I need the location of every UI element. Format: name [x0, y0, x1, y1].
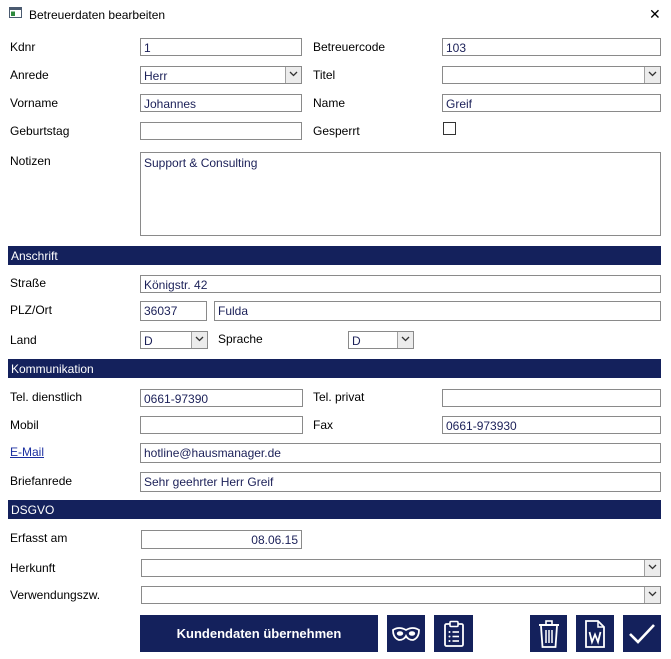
- kundendaten-uebernehmen-button[interactable]: [140, 615, 378, 652]
- anrede-select[interactable]: [140, 66, 302, 84]
- chevron-down-icon[interactable]: [285, 67, 301, 83]
- plzort-label: PLZ/Ort: [10, 303, 53, 317]
- email-input[interactable]: hotline@hausmanager.de: [140, 443, 661, 463]
- vorname-input[interactable]: Johannes: [140, 94, 302, 112]
- clipboard-button[interactable]: [434, 615, 473, 652]
- land-select[interactable]: [140, 331, 208, 349]
- chevron-down-icon[interactable]: [644, 67, 660, 83]
- ort-input[interactable]: Fulda: [214, 301, 661, 321]
- sprache-select[interactable]: [348, 331, 414, 349]
- window-title: Betreuerdaten bearbeiten: [29, 8, 166, 22]
- strasse-input[interactable]: Königstr. 42: [140, 275, 661, 293]
- kundendaten-uebernehmen-label: Kundendaten übernehmen: [176, 626, 342, 641]
- betreuercode-label: Betreuercode: [313, 40, 386, 54]
- land-value: D: [144, 334, 153, 348]
- dsgvo-section-header: DSGVO: [8, 500, 661, 519]
- geburtstag-label: Geburtstag: [10, 124, 70, 138]
- word-document-icon: [583, 619, 607, 649]
- gesperrt-label: Gesperrt: [313, 124, 360, 138]
- trash-icon: [537, 619, 561, 649]
- briefanrede-input[interactable]: Sehr geehrter Herr Greif: [140, 472, 661, 492]
- herkunft-label: Herkunft: [10, 561, 56, 575]
- chevron-down-icon[interactable]: [397, 332, 413, 348]
- strasse-label: Straße: [10, 276, 47, 290]
- chevron-down-icon[interactable]: [644, 560, 660, 576]
- kommunikation-section-header: Kommunikation: [8, 359, 661, 378]
- fax-input[interactable]: 0661-973930: [442, 416, 661, 434]
- anrede-label: Anrede: [10, 68, 49, 82]
- kdnr-input[interactable]: 1: [140, 38, 302, 56]
- mask-icon: [391, 625, 421, 643]
- mobil-label: Mobil: [10, 418, 39, 432]
- verwendungszweck-label: Verwendungszw.: [10, 588, 101, 602]
- name-label: Name: [313, 96, 346, 110]
- close-icon[interactable]: ✕: [649, 6, 661, 22]
- app-window-icon: [9, 7, 22, 18]
- plz-input[interactable]: 36037: [140, 301, 207, 321]
- vorname-label: Vorname: [10, 96, 59, 110]
- name-input[interactable]: Greif: [442, 94, 661, 112]
- titel-label: Titel: [313, 68, 336, 82]
- delete-button[interactable]: [530, 615, 567, 652]
- sprache-value: D: [352, 334, 361, 348]
- tel-dienstlich-input[interactable]: 0661-97390: [140, 389, 303, 407]
- email-link[interactable]: E-Mail: [10, 445, 45, 459]
- tel-dienstlich-label: Tel. dienstlich: [10, 390, 83, 404]
- betreuercode-input[interactable]: 103: [442, 38, 661, 56]
- kdnr-label: Kdnr: [10, 40, 36, 54]
- confirm-button[interactable]: [623, 615, 661, 652]
- briefanrede-label: Briefanrede: [10, 474, 73, 488]
- tel-privat-input[interactable]: [442, 389, 661, 407]
- chevron-down-icon[interactable]: [191, 332, 207, 348]
- land-label: Land: [10, 333, 37, 347]
- herkunft-select[interactable]: [141, 559, 661, 577]
- title-bar: [0, 0, 671, 28]
- fax-label: Fax: [313, 418, 334, 432]
- notizen-textarea[interactable]: Support & Consulting: [140, 152, 661, 236]
- clipboard-icon: [443, 620, 465, 648]
- tel-privat-label: Tel. privat: [313, 390, 365, 404]
- checkmark-icon: [627, 622, 657, 646]
- anschrift-section-header: Anschrift: [8, 246, 661, 265]
- sprache-label: Sprache: [218, 332, 263, 346]
- erfasst-am-label: Erfasst am: [10, 531, 68, 545]
- mobil-input[interactable]: [140, 416, 303, 434]
- verwendungszweck-select[interactable]: [141, 586, 661, 604]
- gesperrt-checkbox[interactable]: [443, 122, 456, 135]
- chevron-down-icon[interactable]: [644, 587, 660, 603]
- word-export-button[interactable]: [576, 615, 614, 652]
- titel-select[interactable]: [442, 66, 661, 84]
- notizen-label: Notizen: [10, 154, 51, 168]
- geburtstag-input[interactable]: [140, 122, 302, 140]
- mask-button[interactable]: [387, 615, 425, 652]
- anrede-value: Herr: [144, 69, 168, 83]
- erfasst-am-input[interactable]: 08.06.15: [141, 530, 302, 549]
